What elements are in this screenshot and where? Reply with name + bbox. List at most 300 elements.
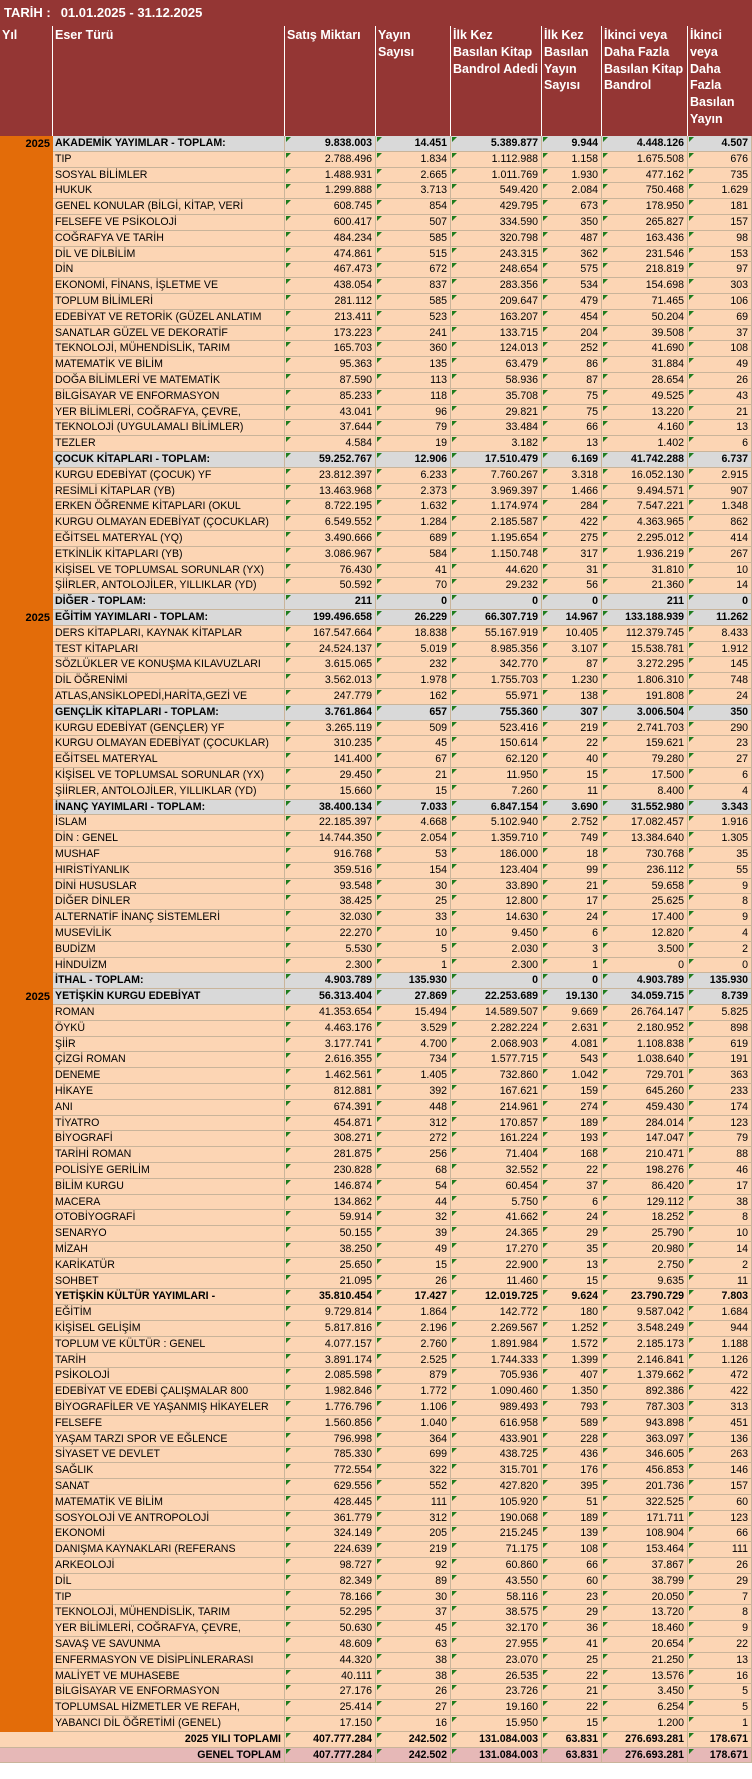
cell-ilk-kez-yayin: 275	[542, 531, 602, 546]
cell-ilk-kez-bandrol: 105.920	[451, 1495, 542, 1510]
table-row	[53, 1084, 752, 1100]
cell-ikinci-bandrol: 2.750	[602, 1258, 688, 1273]
cell-satis-miktari: 629.556	[285, 1479, 376, 1494]
cell-ilk-kez-bandrol: 24.365	[451, 1226, 542, 1241]
cell-ilk-kez-yayin: 6	[542, 1195, 602, 1210]
cell-ikinci-yayin: 6	[688, 768, 752, 783]
cell-ilk-kez-yayin: 4.081	[542, 1037, 602, 1052]
cell-yayin-sayisi: 17.427	[376, 1289, 451, 1304]
cell-ilk-kez-bandrol: 63.479	[451, 357, 542, 372]
cell-satis-miktari: 59.914	[285, 1210, 376, 1225]
cell-ilk-kez-bandrol: 11.950	[451, 768, 542, 783]
cell-ikinci-yayin: 1.912	[688, 642, 752, 657]
cell-ilk-kez-bandrol: 433.901	[451, 1432, 542, 1447]
cell-satis-miktari: 165.703	[285, 341, 376, 356]
cell-yayin-sayisi: 15	[376, 1258, 451, 1273]
cell-satis-miktari: 35.810.454	[285, 1289, 376, 1304]
cell-eser-turu: TIP	[53, 152, 285, 167]
cell-ikinci-yayin: 6	[688, 436, 752, 451]
cell-ilk-kez-bandrol: 8.985.356	[451, 642, 542, 657]
cell-eser-turu: TOPLUM VE KÜLTÜR : GENEL	[53, 1337, 285, 1352]
table-row	[53, 1542, 752, 1558]
cell-ikinci-yayin: 1.305	[688, 831, 752, 846]
cell-ikinci-yayin: 8	[688, 894, 752, 909]
cell-ilk-kez-yayin: 6.169	[542, 452, 602, 467]
cell-ilk-kez-bandrol: 1.577.715	[451, 1052, 542, 1067]
cell-ilk-kez-yayin: 436	[542, 1447, 602, 1462]
cell-ikinci-bandrol: 38.799	[602, 1574, 688, 1589]
cell-eser-turu: ŞİİRLER, ANTOLOJİLER, YILLIKLAR (YD)	[53, 784, 285, 799]
table-row	[53, 1179, 752, 1195]
table-row	[53, 215, 752, 231]
cell-yayin-sayisi: 256	[376, 1147, 451, 1162]
cell-ikinci-yayin: 8.739	[688, 989, 752, 1004]
cell-eser-turu: ÇİZGİ ROMAN	[53, 1052, 285, 1067]
cell-yayin-sayisi: 70	[376, 578, 451, 593]
cell-ilk-kez-bandrol: 283.356	[451, 278, 542, 293]
cell-ikinci-bandrol: 34.059.715	[602, 989, 688, 1004]
table-row	[53, 689, 752, 705]
cell-ilk-kez-yayin: 252	[542, 341, 602, 356]
cell-ilk-kez-yayin: 543	[542, 1052, 602, 1067]
cell-ilk-kez-yayin: 60	[542, 1574, 602, 1589]
table-row	[53, 1368, 752, 1384]
cell-ilk-kez-yayin: 75	[542, 389, 602, 404]
cell-satis-miktari: 600.417	[285, 215, 376, 230]
cell-ilk-kez-bandrol: 33.484	[451, 420, 542, 435]
cell-ilk-kez-yayin: 87	[542, 657, 602, 672]
cell-ilk-kez-bandrol: 5.750	[451, 1195, 542, 1210]
cell-ikinci-bandrol: 2.295.012	[602, 531, 688, 546]
cell-yayin-sayisi: 16	[376, 1716, 451, 1731]
table-row	[53, 1258, 752, 1274]
cell-ikinci-yayin: 267	[688, 547, 752, 562]
cell-ikinci-bandrol: 12.820	[602, 926, 688, 941]
cell-ikinci-yayin: 748	[688, 673, 752, 688]
table-row	[53, 262, 752, 278]
cell-eser-turu: OTOBİYOGRAFİ	[53, 1210, 285, 1225]
cell-yayin-sayisi: 26	[376, 1274, 451, 1289]
cell-satis-miktari: 41.353.654	[285, 1005, 376, 1020]
cell-eser-turu: DİNİ HUSUSLAR	[53, 879, 285, 894]
cell-ikinci-yayin: 233	[688, 1084, 752, 1099]
cell-ikinci-bandrol: 37.867	[602, 1558, 688, 1573]
cell-ikinci-bandrol: 645.260	[602, 1084, 688, 1099]
cell-yayin-sayisi: 37	[376, 1605, 451, 1620]
cell-ilk-kez-bandrol: 549.420	[451, 183, 542, 198]
cell-ilk-kez-bandrol: 1.195.654	[451, 531, 542, 546]
cell-ilk-kez-yayin: 22	[542, 1163, 602, 1178]
cell-ilk-kez-bandrol: 315.701	[451, 1463, 542, 1478]
cell-ikinci-yayin: 9	[688, 879, 752, 894]
cell-yayin-sayisi: 53	[376, 847, 451, 862]
table-row	[53, 1511, 752, 1527]
cell-ikinci-bandrol: 129.112	[602, 1195, 688, 1210]
cell-satis-miktari: 608.745	[285, 199, 376, 214]
cell-eser-turu: KİŞİSEL GELİŞİM	[53, 1321, 285, 1336]
cell-ilk-kez-bandrol: 161.224	[451, 1131, 542, 1146]
cell-ilk-kez-yayin: 422	[542, 515, 602, 530]
cell-eser-turu: YABANCI DİL ÖĞRETİMİ (GENEL)	[53, 1716, 285, 1731]
cell-ikinci-yayin: 181	[688, 199, 752, 214]
cell-ilk-kez-bandrol: 163.207	[451, 310, 542, 325]
cell-eser-turu: FELSEFE VE PSİKOLOJİ	[53, 215, 285, 230]
table-row	[53, 721, 752, 737]
cell-satis-miktari: 3.177.741	[285, 1037, 376, 1052]
cell-ikinci-yayin: 363	[688, 1068, 752, 1083]
cell-yayin-sayisi: 96	[376, 405, 451, 420]
cell-ikinci-yayin: 191	[688, 1052, 752, 1067]
cell-ilk-kez-bandrol: 3.969.397	[451, 484, 542, 499]
table-row	[53, 879, 752, 895]
cell-ilk-kez-yayin: 3.318	[542, 468, 602, 483]
cell-satis-miktari: 43.041	[285, 405, 376, 420]
cell-yayin-sayisi: 2.760	[376, 1337, 451, 1352]
cell-ikinci-yayin: 263	[688, 1447, 752, 1462]
cell-yayin-sayisi: 1.106	[376, 1400, 451, 1415]
cell-ikinci-yayin: 1.188	[688, 1337, 752, 1352]
cell-eser-turu: HUKUK	[53, 183, 285, 198]
cell-satis-miktari: 50.630	[285, 1621, 376, 1636]
cell-yayin-sayisi: 92	[376, 1558, 451, 1573]
cell-ikinci-yayin: 16	[688, 1669, 752, 1684]
cell-ikinci-bandrol: 1.038.640	[602, 1052, 688, 1067]
cell-yayin-sayisi: 232	[376, 657, 451, 672]
cell-ilk-kez-bandrol: 22.253.689	[451, 989, 542, 1004]
cell-satis-miktari: 9.729.814	[285, 1305, 376, 1320]
cell-ilk-kez-yayin: 180	[542, 1305, 602, 1320]
cell-eser-turu: ÖYKÜ	[53, 1021, 285, 1036]
cell-satis-miktari: 38.250	[285, 1242, 376, 1257]
cell-eser-turu: SANAT	[53, 1479, 285, 1494]
cell-eser-turu: DERS KİTAPLARI, KAYNAK KİTAPLAR	[53, 626, 285, 641]
table-row	[53, 294, 752, 310]
cell-eser-turu: BİYOGRAFİ	[53, 1131, 285, 1146]
cell-eser-turu: KURGU EDEBİYAT (GENÇLER) YF	[53, 721, 285, 736]
cell-eser-turu: ÇOCUK KİTAPLARI - TOPLAM:	[53, 452, 285, 467]
table-row	[53, 1574, 752, 1590]
cell-ilk-kez-bandrol: 29.232	[451, 578, 542, 593]
cell-yayin-sayisi: 322	[376, 1463, 451, 1478]
cell-yayin-sayisi: 63	[376, 1637, 451, 1652]
cell-ilk-kez-yayin: 2.084	[542, 183, 602, 198]
cell-ikinci-bandrol: 41.690	[602, 341, 688, 356]
cell-ikinci-yayin: 79	[688, 1131, 752, 1146]
cell-satis-miktari: 438.054	[285, 278, 376, 293]
cell-satis-miktari: 82.349	[285, 1574, 376, 1589]
cell-satis-miktari: 213.411	[285, 310, 376, 325]
cell-ikinci-bandrol: 159.621	[602, 736, 688, 751]
table-row	[53, 1052, 752, 1068]
category-total-row	[53, 452, 752, 468]
cell-ilk-kez-yayin: 749	[542, 831, 602, 846]
cell-satis-miktari: 167.547.664	[285, 626, 376, 641]
cell-eser-turu: HİNDUİZM	[53, 958, 285, 973]
cell-ikinci-bandrol: 1.402	[602, 436, 688, 451]
cell-ilk-kez-bandrol: 170.857	[451, 1116, 542, 1131]
cell-ilk-kez-bandrol: 131.084.003	[451, 1748, 542, 1763]
cell-yayin-sayisi: 26.229	[376, 610, 451, 625]
cell-satis-miktari: 13.463.968	[285, 484, 376, 499]
cell-yayin-sayisi: 837	[376, 278, 451, 293]
cell-satis-miktari: 52.295	[285, 1605, 376, 1620]
cell-eser-turu: YAŞAM TARZI SPOR VE EĞLENCE	[53, 1432, 285, 1447]
cell-ilk-kez-yayin: 138	[542, 689, 602, 704]
cell-ilk-kez-yayin: 22	[542, 1669, 602, 1684]
cell-ikinci-bandrol: 2.185.173	[602, 1337, 688, 1352]
cell-yayin-sayisi: 699	[376, 1447, 451, 1462]
cell-ikinci-bandrol: 3.450	[602, 1684, 688, 1699]
cell-yayin-sayisi: 1.834	[376, 152, 451, 167]
cell-eser-turu: DİĞER - TOPLAM:	[53, 594, 285, 609]
cell-eser-turu: TARİHİ ROMAN	[53, 1147, 285, 1162]
cell-yayin-sayisi: 2.525	[376, 1353, 451, 1368]
cell-ilk-kez-yayin: 204	[542, 326, 602, 341]
cell-ilk-kez-yayin: 10.405	[542, 626, 602, 641]
cell-ilk-kez-yayin: 479	[542, 294, 602, 309]
cell-ikinci-bandrol: 284.014	[602, 1116, 688, 1131]
cell-eser-turu: EĞİTSEL MATERYAL	[53, 752, 285, 767]
cell-ilk-kez-bandrol: 215.245	[451, 1526, 542, 1541]
cell-satis-miktari: 4.077.157	[285, 1337, 376, 1352]
cell-ilk-kez-bandrol: 732.860	[451, 1068, 542, 1083]
cell-ikinci-yayin: 24	[688, 689, 752, 704]
cell-satis-miktari: 95.363	[285, 357, 376, 372]
cell-ilk-kez-bandrol: 58.116	[451, 1590, 542, 1605]
cell-ilk-kez-yayin: 1	[542, 958, 602, 973]
table-row	[53, 910, 752, 926]
cell-ikinci-bandrol: 31.552.980	[602, 800, 688, 815]
cell-ikinci-yayin: 2	[688, 1258, 752, 1273]
cell-ikinci-bandrol: 198.276	[602, 1163, 688, 1178]
cell-ikinci-bandrol: 9.635	[602, 1274, 688, 1289]
cell-ikinci-yayin: 862	[688, 515, 752, 530]
cell-satis-miktari: 359.516	[285, 863, 376, 878]
cell-yayin-sayisi: 1.405	[376, 1068, 451, 1083]
cell-eser-turu: ŞİİRLER, ANTOLOJİLER, YILLIKLAR (YD)	[53, 578, 285, 593]
cell-ikinci-yayin: 5.825	[688, 1005, 752, 1020]
cell-eser-turu: EĞİTİM YAYIMLARI - TOPLAM:	[53, 610, 285, 625]
cell-ilk-kez-yayin: 395	[542, 1479, 602, 1494]
cell-ikinci-bandrol: 0	[602, 958, 688, 973]
cell-yayin-sayisi: 3.529	[376, 1021, 451, 1036]
table-row	[53, 310, 752, 326]
cell-ikinci-bandrol: 4.363.965	[602, 515, 688, 530]
cell-ilk-kez-yayin: 86	[542, 357, 602, 372]
cell-yayin-sayisi: 15	[376, 784, 451, 799]
cell-ikinci-bandrol: 17.082.457	[602, 815, 688, 830]
cell-satis-miktari: 25.650	[285, 1258, 376, 1273]
cell-yayin-sayisi: 118	[376, 389, 451, 404]
cell-ilk-kez-yayin: 17	[542, 894, 602, 909]
cell-ikinci-bandrol: 13.384.640	[602, 831, 688, 846]
cell-yayin-sayisi: 523	[376, 310, 451, 325]
cell-ilk-kez-bandrol: 2.300	[451, 958, 542, 973]
cell-yayin-sayisi: 448	[376, 1100, 451, 1115]
cell-ikinci-bandrol: 1.200	[602, 1716, 688, 1731]
cell-eser-turu: İTHAL - TOPLAM:	[53, 973, 285, 988]
cell-satis-miktari: 916.768	[285, 847, 376, 862]
cell-satis-miktari: 93.548	[285, 879, 376, 894]
cell-satis-miktari: 25.414	[285, 1700, 376, 1715]
cell-ikinci-yayin: 98	[688, 231, 752, 246]
cell-ikinci-yayin: 2.915	[688, 468, 752, 483]
cell-eser-turu: MUSHAF	[53, 847, 285, 862]
cell-ilk-kez-yayin: 1.350	[542, 1384, 602, 1399]
cell-ilk-kez-yayin: 66	[542, 1558, 602, 1573]
cell-yayin-sayisi: 3.713	[376, 183, 451, 198]
cell-ilk-kez-bandrol: 133.715	[451, 326, 542, 341]
cell-eser-turu: SOSYAL BİLİMLER	[53, 168, 285, 183]
cell-ilk-kez-bandrol: 41.662	[451, 1210, 542, 1225]
cell-ilk-kez-bandrol: 11.460	[451, 1274, 542, 1289]
cell-yayin-sayisi: 507	[376, 215, 451, 230]
year-total-row	[0, 1732, 752, 1748]
table-row	[53, 752, 752, 768]
cell-eser-turu: DOĞA BİLİMLERİ VE MATEMATİK	[53, 373, 285, 388]
table-row	[53, 1684, 752, 1700]
cell-ikinci-yayin: 2	[688, 942, 752, 957]
cell-ilk-kez-yayin: 15	[542, 768, 602, 783]
cell-satis-miktari: 29.450	[285, 768, 376, 783]
cell-ikinci-bandrol: 3.548.249	[602, 1321, 688, 1336]
cell-yayin-sayisi: 41	[376, 563, 451, 578]
cell-yayin-sayisi: 360	[376, 341, 451, 356]
cell-ikinci-bandrol: 459.430	[602, 1100, 688, 1115]
cell-ikinci-bandrol: 9.494.571	[602, 484, 688, 499]
cell-eser-turu: TEKNOLOJİ, MÜHENDİSLİK, TARIM	[53, 341, 285, 356]
cell-ikinci-yayin: 157	[688, 1479, 752, 1494]
cell-eser-turu: MATEMATİK VE BİLİM	[53, 1495, 285, 1510]
cell-satis-miktari: 44.320	[285, 1653, 376, 1668]
cell-ikinci-yayin: 123	[688, 1511, 752, 1526]
cell-yayin-sayisi: 30	[376, 1590, 451, 1605]
cell-ilk-kez-yayin: 139	[542, 1526, 602, 1541]
date-label: TARİH :	[4, 5, 51, 20]
table-row	[53, 847, 752, 863]
cell-ilk-kez-bandrol: 22.900	[451, 1258, 542, 1273]
table-row	[53, 1100, 752, 1116]
cell-ilk-kez-yayin: 793	[542, 1400, 602, 1415]
cell-ikinci-bandrol: 31.810	[602, 563, 688, 578]
cell-yayin-sayisi: 14.451	[376, 136, 451, 151]
cell-yayin-sayisi: 585	[376, 231, 451, 246]
cell-eser-turu: EĞİTİM	[53, 1305, 285, 1320]
cell-eser-turu: ROMAN	[53, 1005, 285, 1020]
cell-ilk-kez-bandrol: 523.416	[451, 721, 542, 736]
cell-ilk-kez-bandrol: 35.708	[451, 389, 542, 404]
cell-yayin-sayisi: 19	[376, 436, 451, 451]
cell-ilk-kez-yayin: 1.158	[542, 152, 602, 167]
cell-ilk-kez-yayin: 19.130	[542, 989, 602, 1004]
cell-ilk-kez-bandrol: 2.068.903	[451, 1037, 542, 1052]
category-total-row	[53, 610, 752, 626]
cell-ilk-kez-bandrol: 320.798	[451, 231, 542, 246]
cell-eser-turu: MACERA	[53, 1195, 285, 1210]
cell-eser-turu: EDEBİYAT VE EDEBİ ÇALIŞMALAR 800	[53, 1384, 285, 1399]
cell-yayin-sayisi: 162	[376, 689, 451, 704]
cell-ilk-kez-bandrol: 7.760.267	[451, 468, 542, 483]
cell-ikinci-yayin: 88	[688, 1147, 752, 1162]
cell-ilk-kez-bandrol: 1.359.710	[451, 831, 542, 846]
table-row	[53, 578, 752, 594]
cell-ilk-kez-yayin: 2.631	[542, 1021, 602, 1036]
cell-satis-miktari: 2.300	[285, 958, 376, 973]
cell-satis-miktari: 37.644	[285, 420, 376, 435]
category-total-row	[53, 800, 752, 816]
table-row	[53, 1384, 752, 1400]
cell-yayin-sayisi: 135	[376, 357, 451, 372]
cell-ikinci-bandrol: 171.711	[602, 1511, 688, 1526]
cell-ikinci-yayin: 11	[688, 1274, 752, 1289]
cell-ikinci-bandrol: 892.386	[602, 1384, 688, 1399]
table-row	[53, 736, 752, 752]
cell-ilk-kez-yayin: 9.944	[542, 136, 602, 151]
cell-ilk-kez-bandrol: 342.770	[451, 657, 542, 672]
cell-ikinci-bandrol: 112.379.745	[602, 626, 688, 641]
cell-ilk-kez-bandrol: 6.847.154	[451, 800, 542, 815]
cell-ilk-kez-yayin: 0	[542, 594, 602, 609]
cell-ikinci-yayin: 13	[688, 420, 752, 435]
cell-ilk-kez-bandrol: 167.621	[451, 1084, 542, 1099]
cell-ilk-kez-bandrol: 58.936	[451, 373, 542, 388]
cell-eser-turu: ARKEOLOJİ	[53, 1558, 285, 1573]
cell-yayin-sayisi: 45	[376, 736, 451, 751]
table-row	[53, 1163, 752, 1179]
cell-ilk-kez-bandrol: 27.955	[451, 1637, 542, 1652]
cell-yayin-sayisi: 39	[376, 1226, 451, 1241]
cell-ikinci-bandrol: 4.903.789	[602, 973, 688, 988]
cell-eser-turu: SOHBET	[53, 1274, 285, 1289]
cell-ikinci-bandrol: 13.576	[602, 1669, 688, 1684]
cell-ikinci-yayin: 17	[688, 1179, 752, 1194]
table-row	[53, 531, 752, 547]
cell-ikinci-yayin: 290	[688, 721, 752, 736]
cell-ikinci-yayin: 313	[688, 1400, 752, 1415]
cell-ikinci-bandrol: 1.108.838	[602, 1037, 688, 1052]
year-label: 2025	[25, 612, 50, 624]
cell-ilk-kez-yayin: 13	[542, 1258, 602, 1273]
cell-ikinci-bandrol: 729.701	[602, 1068, 688, 1083]
cell-ilk-kez-bandrol: 1.112.988	[451, 152, 542, 167]
cell-satis-miktari: 8.722.195	[285, 499, 376, 514]
table-row	[53, 1068, 752, 1084]
table-row	[53, 1037, 752, 1053]
cell-yayin-sayisi: 242.502	[376, 1748, 451, 1763]
cell-ilk-kez-yayin: 14.967	[542, 610, 602, 625]
cell-ilk-kez-bandrol: 2.282.224	[451, 1021, 542, 1036]
cell-ikinci-yayin: 676	[688, 152, 752, 167]
cell-ilk-kez-bandrol: 214.961	[451, 1100, 542, 1115]
table-row	[53, 278, 752, 294]
cell-ilk-kez-bandrol: 123.404	[451, 863, 542, 878]
table-row	[53, 1605, 752, 1621]
cell-yayin-sayisi: 312	[376, 1116, 451, 1131]
header-eser-turu: Eser Türü	[53, 26, 285, 136]
cell-ikinci-yayin: 8	[688, 1210, 752, 1225]
cell-ilk-kez-bandrol: 32.552	[451, 1163, 542, 1178]
cell-yayin-sayisi: 219	[376, 1542, 451, 1557]
cell-ilk-kez-bandrol: 429.795	[451, 199, 542, 214]
cell-ikinci-yayin: 3.343	[688, 800, 752, 815]
table-row	[53, 1116, 752, 1132]
cell-ilk-kez-yayin: 9.669	[542, 1005, 602, 1020]
cell-ilk-kez-yayin: 350	[542, 215, 602, 230]
cell-satis-miktari: 230.828	[285, 1163, 376, 1178]
cell-ilk-kez-bandrol: 5.102.940	[451, 815, 542, 830]
table-row	[53, 1526, 752, 1542]
cell-yayin-sayisi: 2.373	[376, 484, 451, 499]
